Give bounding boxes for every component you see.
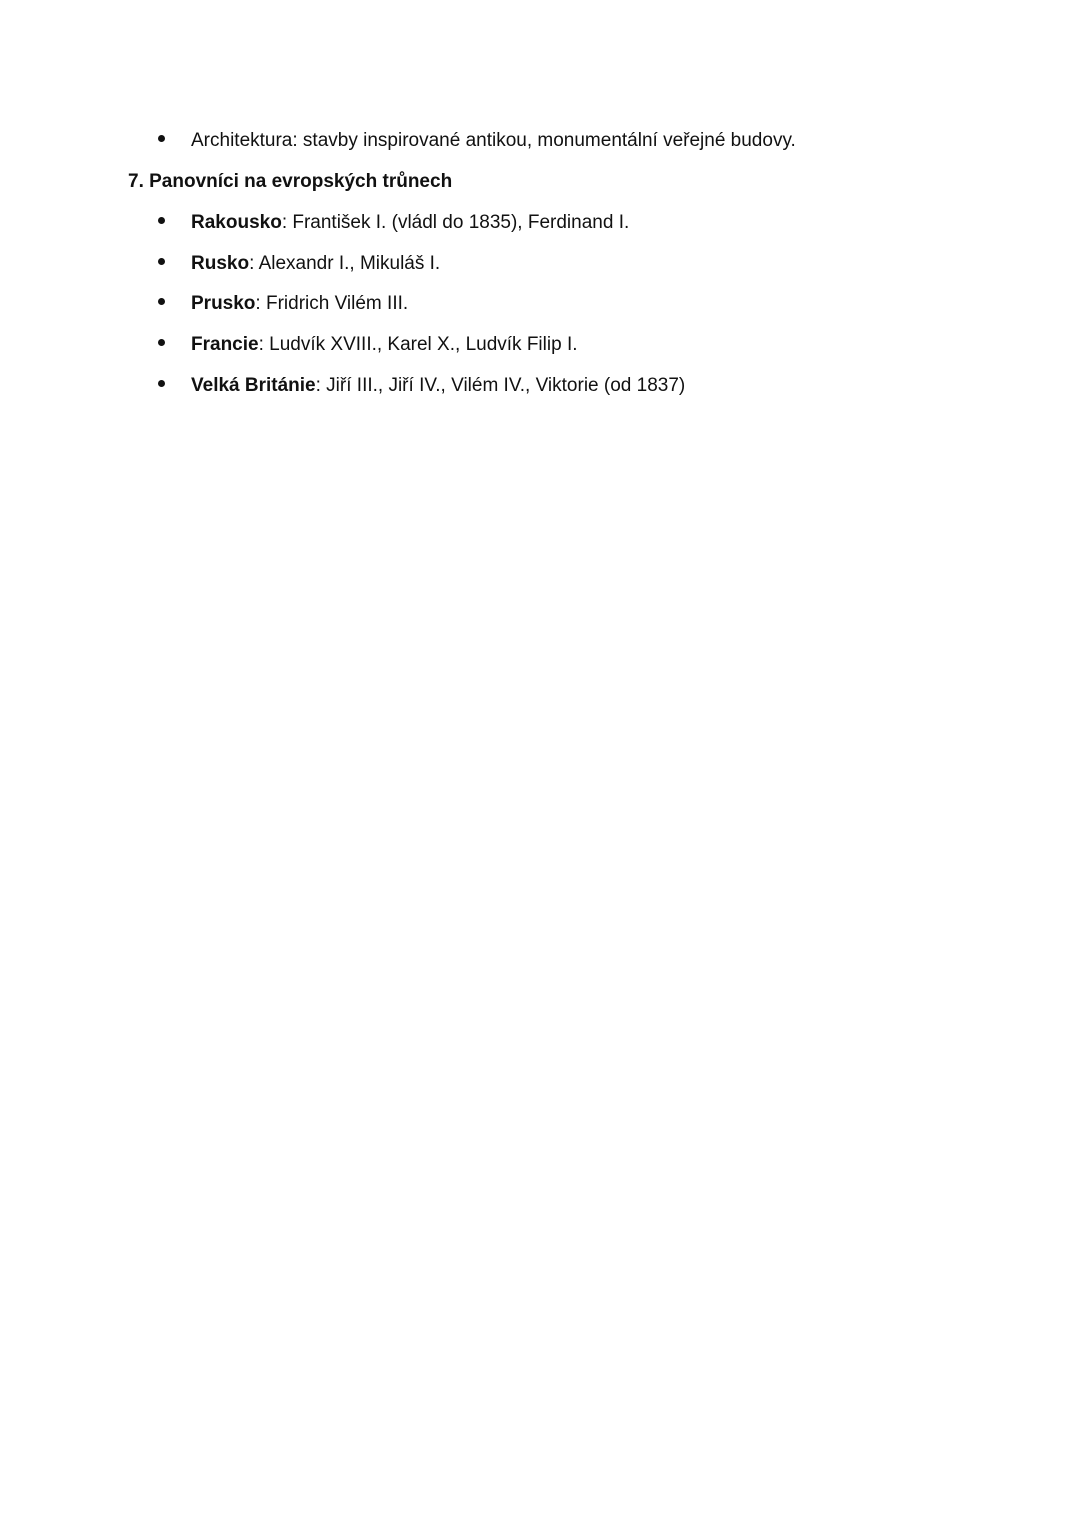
list-item-rusko	[158, 252, 440, 276]
bullet-icon	[158, 258, 165, 265]
list-item-architecture	[158, 129, 796, 153]
rulers-text: : Jiří III., Jiří IV., Vilém IV., Viktorie (od 1837)	[315, 375, 686, 396]
list-item-rakousko	[158, 211, 629, 235]
country-name: Rakousko	[191, 212, 282, 233]
section-heading: 7. Panovníci na evropských trůnech	[128, 171, 453, 192]
country-name: Rusko	[191, 253, 250, 274]
rulers-text: : František I. (vládl do 1835), Ferdinand I.	[281, 212, 630, 233]
rulers-text: : Ludvík XVIII., Karel X., Ludvík Filip I.	[258, 334, 578, 355]
list-item-prusko	[158, 292, 408, 316]
rulers-text: : Fridrich Vilém III.	[255, 293, 409, 314]
list-item-francie	[158, 333, 578, 357]
bullet-icon	[158, 217, 165, 224]
list-item-velka-britanie	[158, 374, 685, 398]
bullet-icon	[158, 135, 165, 142]
country-name: Prusko	[191, 293, 256, 314]
rulers-text: : Alexandr I., Mikuláš I.	[249, 253, 441, 274]
country-name: Velká Británie	[191, 375, 316, 396]
bullet-icon	[158, 339, 165, 346]
list-item-text: Architektura: stavby inspirované antikou, monumentální veřejné budovy.	[191, 130, 796, 151]
bullet-icon	[158, 380, 165, 387]
country-name: Francie	[191, 334, 259, 355]
bullet-icon	[158, 298, 165, 305]
